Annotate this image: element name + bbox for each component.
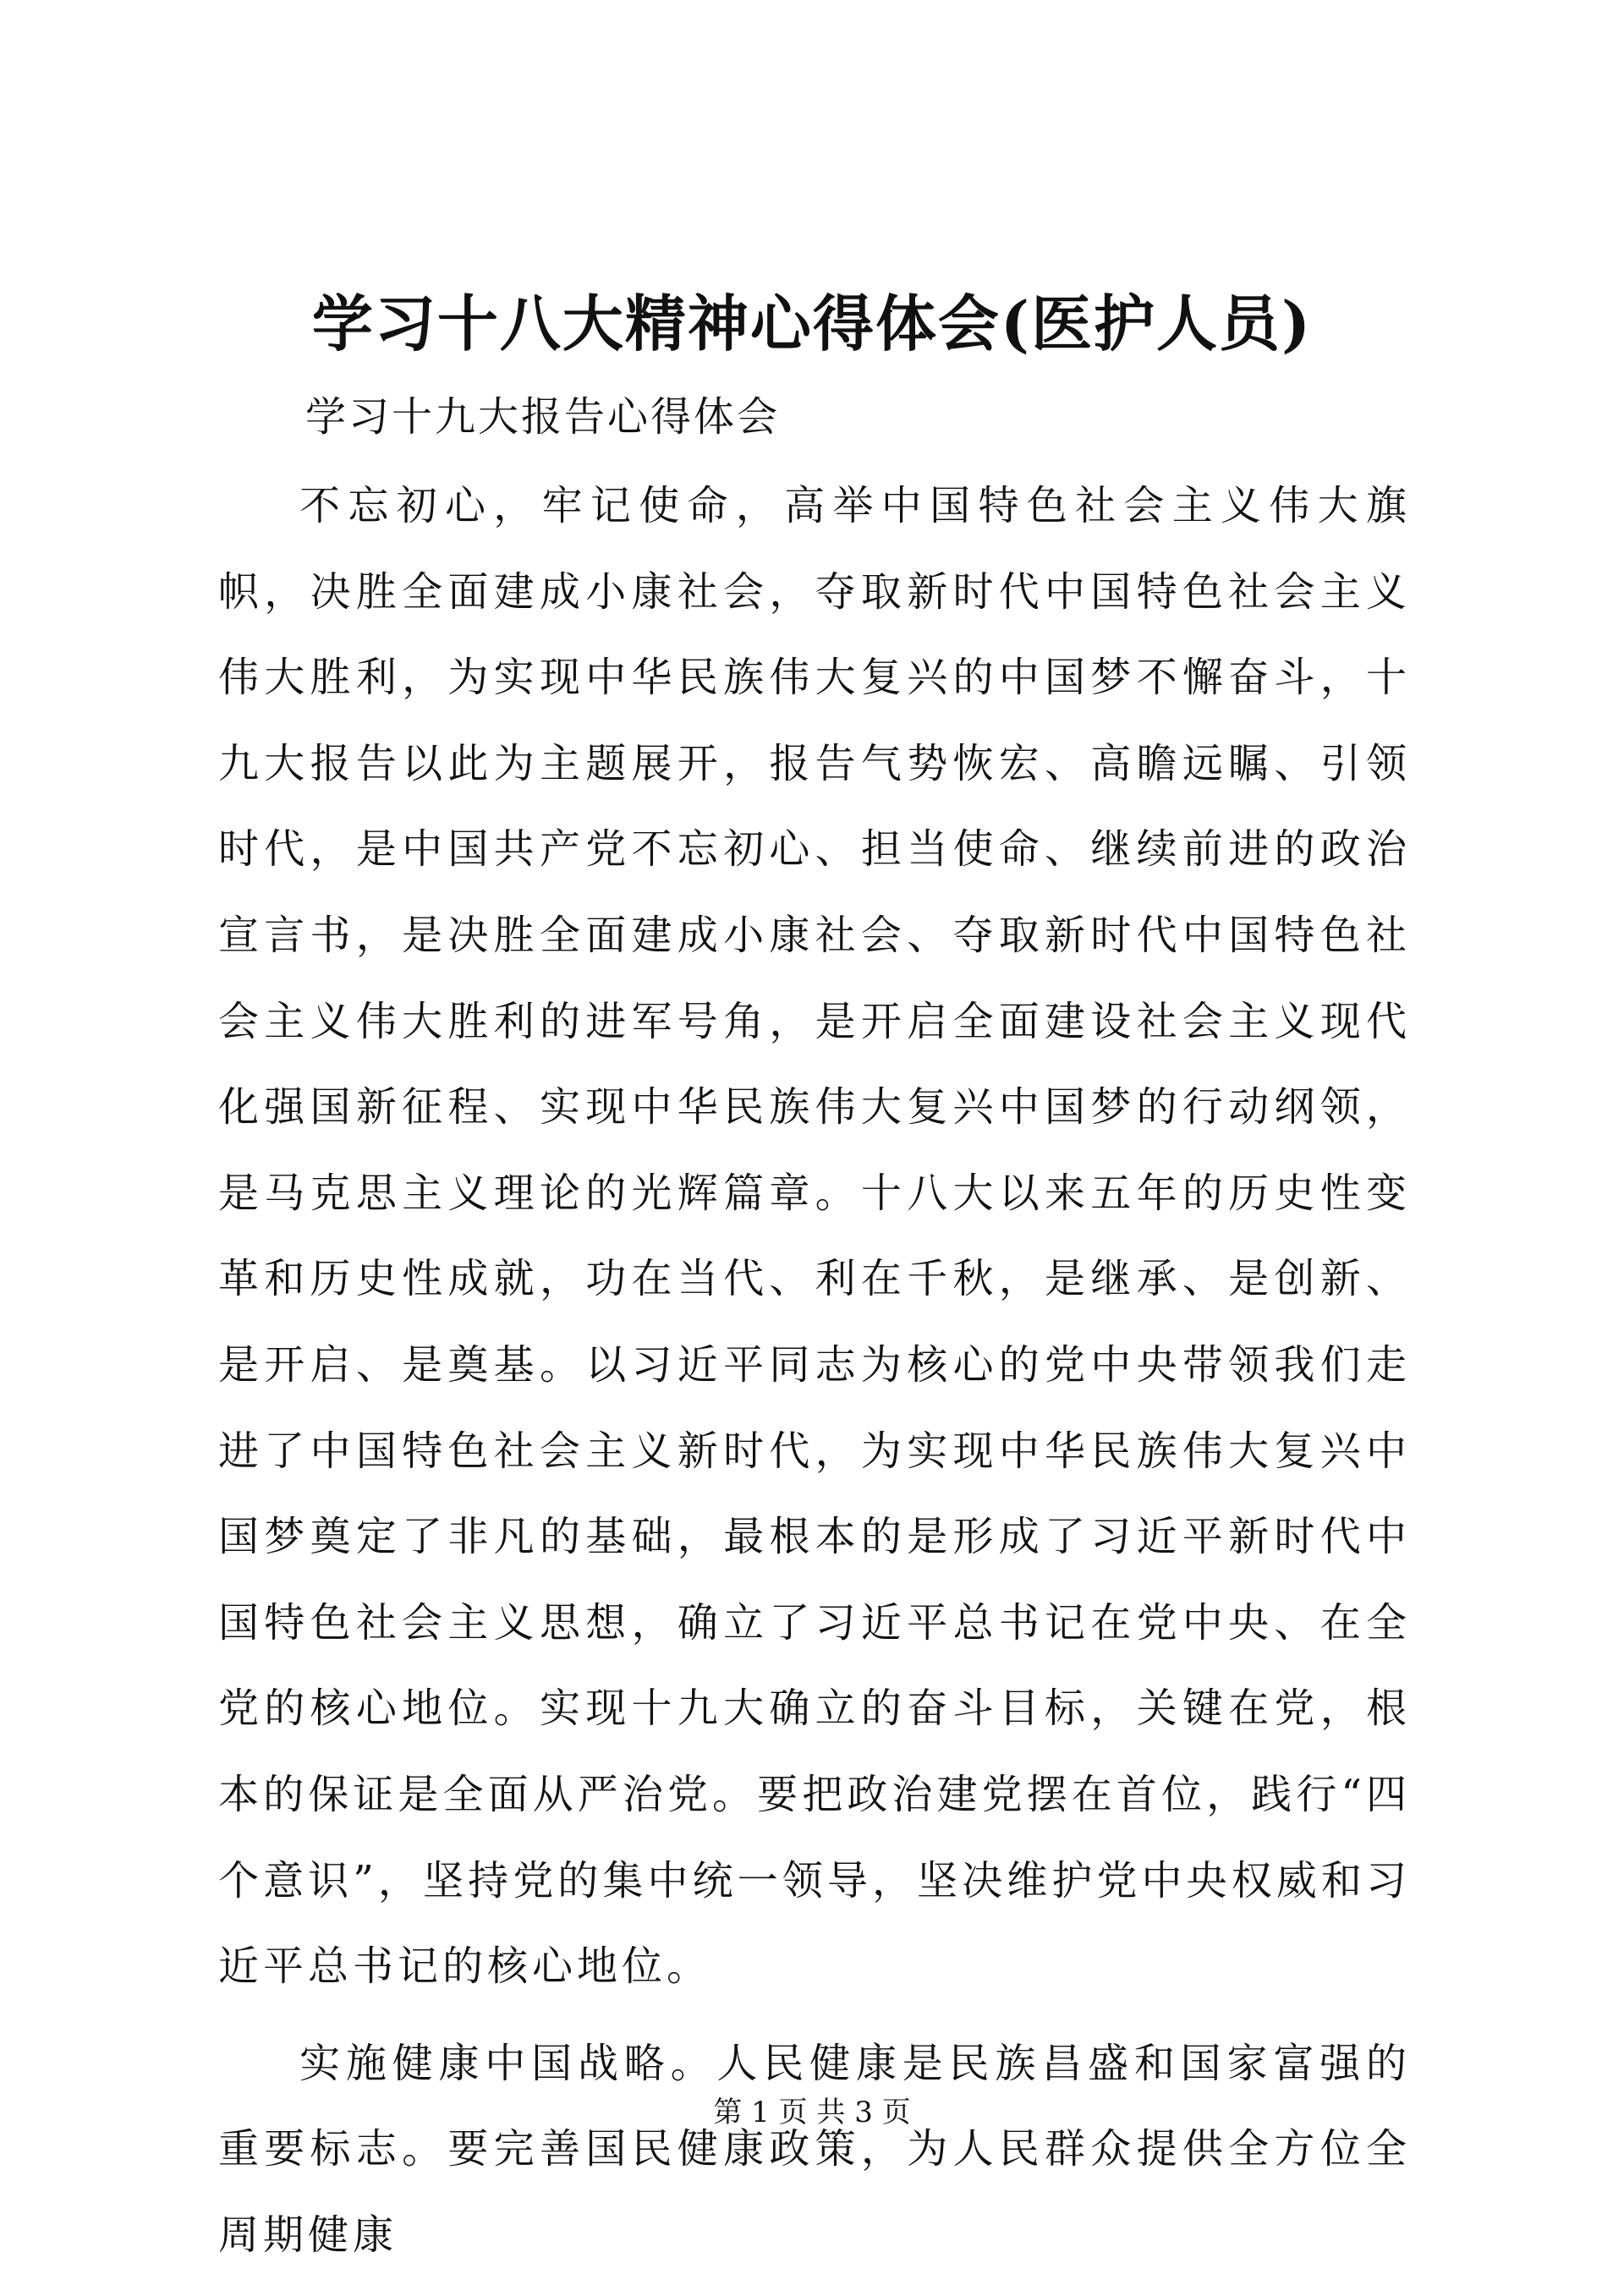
body-paragraph-1: 不忘初心，牢记使命，高举中国特色社会主义伟大旗帜，决胜全面建成小康社会，夺取新时代中国特色社会主义伟大胜利，为实现中华民族伟大复兴的中国梦不懈奋斗，十九大报告以此为主题展开，报告气势恢宏、高瞻远瞩、引领时代，是中国共产党不忘初心、担当使命、继续前进的政治宣言书，是决胜全面建成小康社会、夺取新时代中国特色社会主义伟大胜利的进军号角，是开启全面建设社会主义现代化强国新征程、实现中华民族伟大复兴中国梦的行动纲领，是马克思主义理论的光辉篇章。十八大以来五年的历史性变革和历史性成就，功在当代、利在千秋，是继承、是创新、是开启、是奠基。以习近平同志为核心的党中央带领我们走进了中国特色社会主义新时代，为实现中华民族伟大复兴中国梦奠定了非凡的基础，最根本的是形成了习近平新时代中国特色社会主义思想，确立了习近平总书记在党中央、在全党的核心地位。实现十九大确立的奋斗目标，关键在党，根本的保证是全面从严治党。要把政治建党摆在首位，践行“四个意识”，坚持党的集中统一领导，坚决维护党中央权威和习近平总书记的核心地位。 (218, 482, 1411, 1991)
document-body (218, 463, 1411, 2289)
body-paragraph-2: 实施健康中国战略。人民健康是民族昌盛和国家富强的重要标志。要完善国民健康政策，为人民群众提供全方位全周期健康 (218, 2039, 1411, 2259)
document-subtitle: 学习十九大报告心得体会 (305, 393, 781, 441)
document-title: 学习十八大精神心得体会(医护人员) (311, 288, 1313, 359)
page-footer: 第 1 页 共 3 页 (713, 2096, 911, 2129)
